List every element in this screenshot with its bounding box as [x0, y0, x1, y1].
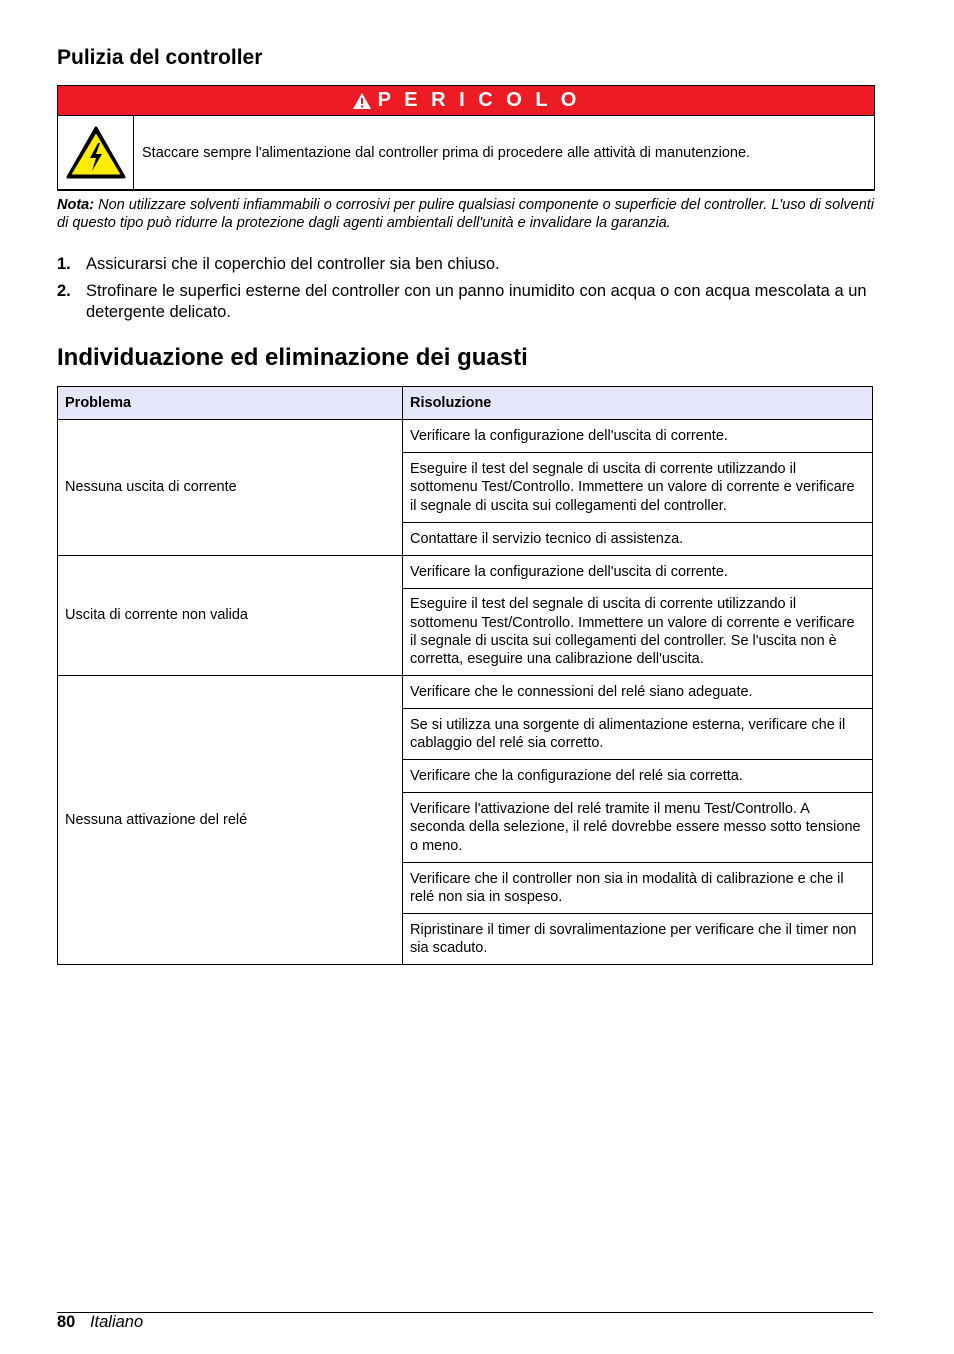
- section-title-troubleshooting: Individuazione ed eliminazione dei guasti: [57, 344, 528, 371]
- step-number: 2.: [57, 282, 71, 300]
- page-footer: [57, 1313, 143, 1332]
- danger-label: P E R I C O L O: [377, 89, 581, 111]
- step: [57, 281, 877, 323]
- footer-language: Italiano: [89, 1313, 144, 1331]
- solution-cell: Verificare la configurazione dell'uscita di corrente.: [403, 556, 873, 589]
- troubleshooting-table: [57, 386, 873, 965]
- problem-cell: Nessuna attivazione del relé: [58, 676, 403, 965]
- solution-cell: Ripristinare il timer di sovralimentazione per verificare che il timer non sia scaduto.: [403, 914, 873, 965]
- warning-triangle-icon: [352, 92, 372, 110]
- table-header-row: [58, 387, 873, 420]
- solution-cell: Verificare l'attivazione del relé tramite il menu Test/Controllo. A seconda della selezione, il relé dovrebbe essere messo sotto tensione o meno.: [403, 793, 873, 863]
- danger-header: [58, 86, 874, 116]
- note: [57, 196, 877, 232]
- solution-cell: Se si utilizza una sorgente di alimentazione esterna, verificare che il cablaggio del relé sia corretto.: [403, 709, 873, 760]
- solution-cell: Verificare che il controller non sia in modalità di calibrazione e che il relé non sia in sospeso.: [403, 863, 873, 914]
- header-problem: Problema: [58, 387, 403, 420]
- solution-cell: Eseguire il test del segnale di uscita di corrente utilizzando il sottomenu Test/Controllo. Immettere un valore di corrente e verificare il segnale di uscita sui collegamenti del controller.: [403, 453, 873, 523]
- solution-cell: Eseguire il test del segnale di uscita di corrente utilizzando il sottomenu Test/Controllo. Immettere un valore di corrente e verificare il segnale di uscita sui collegamenti del controller. Se l'uscita non è corretta, eseguire una calibrazione dell'uscita.: [403, 589, 873, 676]
- step: [57, 254, 877, 275]
- header-solution: Risoluzione: [403, 387, 873, 420]
- solution-cell: Verificare che la configurazione del relé sia corretta.: [403, 760, 873, 793]
- danger-text: Staccare sempre l'alimentazione dal controller prima di procedere alle attività di manutenzione.: [142, 144, 751, 161]
- danger-notice: [57, 85, 875, 191]
- footer-divider: [57, 1312, 873, 1313]
- solution-cell: Verificare la configurazione dell'uscita di corrente.: [403, 420, 873, 453]
- page-number: 80: [57, 1313, 76, 1331]
- solution-cell: Contattare il servizio tecnico di assistenza.: [403, 523, 873, 556]
- step-text: Strofinare le superfici esterne del controller con un panno inumidito con acqua o con acqua mescolata a un detergente delicato.: [86, 282, 867, 321]
- table-row: [58, 676, 873, 709]
- electrical-hazard-icon: [58, 116, 134, 189]
- section-title-cleaning: Pulizia del controller: [57, 46, 263, 69]
- table-row: [58, 420, 873, 453]
- cleaning-steps: [57, 254, 877, 329]
- note-text: Non utilizzare solventi infiammabili o corrosivi per pulire qualsiasi componente o superficie del controller. L'uso di solventi di questo tipo può ridurre la protezione dagli agenti ambientali dell'unità e invalidare la garanzia.: [57, 197, 875, 231]
- table-row: [58, 556, 873, 589]
- problem-cell: Nessuna uscita di corrente: [58, 420, 403, 556]
- step-number: 1.: [57, 255, 71, 273]
- solution-cell: Verificare che le connessioni del relé siano adeguate.: [403, 676, 873, 709]
- note-label: Nota:: [57, 197, 95, 213]
- step-text: Assicurarsi che il coperchio del controller sia ben chiuso.: [86, 255, 500, 273]
- problem-cell: Uscita di corrente non valida: [58, 556, 403, 676]
